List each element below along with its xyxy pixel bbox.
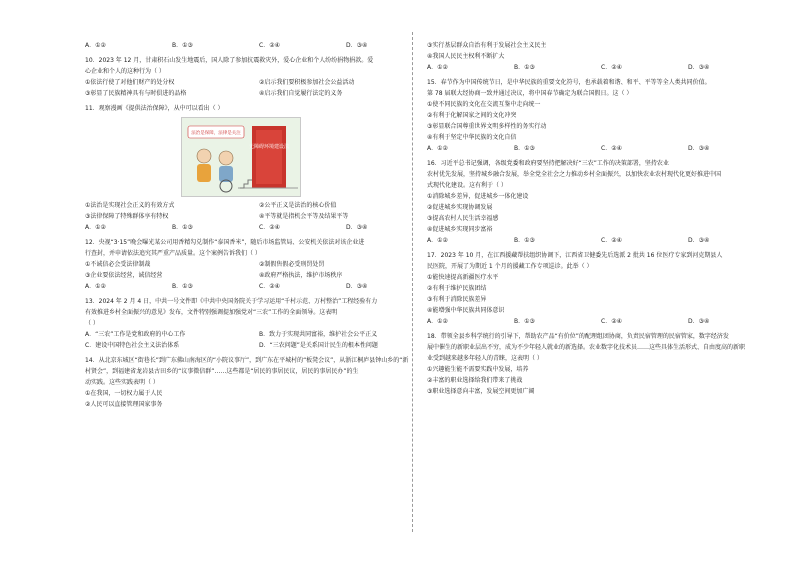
question-stem: 业受到越来越多年轻人的青睐，这表明（ ） bbox=[427, 355, 543, 362]
statement: ③职业选择意向丰富，发展空间更加广阔 bbox=[427, 388, 535, 395]
statement-row bbox=[85, 211, 433, 222]
question-11 bbox=[85, 103, 433, 233]
option-b: B．①③ bbox=[172, 224, 193, 231]
cartoon-illustration bbox=[182, 118, 300, 196]
question-stem: 16．习近平总书记强调，各级党委和政府要坚持把解决好“三农”工作的决策部署，坚持农业 bbox=[427, 160, 669, 167]
question-stem: 13．2024 年 2 月 4 日，中共一号文件即《中共中央国务院关于学习运用“千村示范、万村整治”工程经验有力 bbox=[85, 298, 378, 305]
option-a: A．①② bbox=[85, 224, 106, 231]
option-row bbox=[427, 235, 775, 246]
option-d: D．③④ bbox=[688, 318, 710, 325]
question-stem: 行查封，并申请依法追究其严重产品质量。这个案例告诉我们（ ） bbox=[85, 250, 261, 257]
statement: ①兴趣能生能不需要实践中发展，培养 bbox=[427, 366, 529, 373]
question-stem: 10．2023 年 12 月，甘肃积石山发生地震后，国人除了参加抗震救灾外，爱心企业和个人纷纷捐物捐款。爱 bbox=[85, 57, 374, 64]
option-c: C．②④ bbox=[601, 145, 622, 152]
left-column bbox=[85, 40, 433, 410]
question-stem: 展中催生的新职业层出不穷，成为不少年轻人就业的新选择。农业数字化技术员……这些具体生活形式、自由度高的新职 bbox=[427, 344, 746, 351]
option-c: C．②④ bbox=[259, 224, 280, 231]
option-a: A．①② bbox=[427, 318, 448, 325]
option-b: B．①③ bbox=[172, 283, 193, 290]
statement: ②促进城乡实现协调发展 bbox=[427, 204, 493, 211]
statement: ④有利于坚定中华民族的文化自信 bbox=[427, 134, 517, 141]
option-c: C．②④ bbox=[601, 237, 622, 244]
statement: ③有利于消除民族差异 bbox=[427, 296, 487, 303]
option-d: D．③④ bbox=[688, 237, 710, 244]
question-stem: 14．从北京东城区“街巷长”到广东佛山南海区的“小院议事厅”，到广东在平城村的“板凳会议”，从浙江桐庐县钟山乡的“新 bbox=[85, 357, 409, 364]
question-stem: 民医院，开展了为期近 1 个月的援藏工作专项巡诊。此举（ ） bbox=[427, 263, 593, 270]
option-b: B．①③ bbox=[514, 318, 535, 325]
statement-row bbox=[85, 88, 433, 99]
statement-row bbox=[85, 77, 433, 88]
statement: ①法治是实现社会正义的有效方式 bbox=[85, 202, 175, 209]
option-row bbox=[85, 281, 433, 292]
statement: ④启示我们自觉履行法定的义务 bbox=[259, 90, 343, 97]
statement-row bbox=[85, 259, 433, 270]
cartoon-image bbox=[181, 117, 301, 197]
question-stem: 农村优先发展，坚持城乡融合发展，举全党全社会之力推动乡村全面振兴，以加快农业农村现代化更好推进中国 bbox=[427, 171, 722, 178]
statement: ④政府严格执法，维护市场秩序 bbox=[259, 272, 343, 279]
question-16 bbox=[427, 158, 775, 246]
statement: ③企业要依法经营，诚信经营 bbox=[85, 272, 163, 279]
option-d: D．③④ bbox=[346, 283, 368, 290]
option-b: B．①③ bbox=[514, 64, 535, 71]
option-a: A．①② bbox=[427, 64, 448, 71]
option-d: D．“三农问题”是关系国计民生的根本性问题 bbox=[259, 342, 378, 349]
statement: ③彰显联合国尊重世界文明多样性的务实行动 bbox=[427, 123, 547, 130]
statement: ④平等就是指机会平等及结果平等 bbox=[259, 213, 349, 220]
option-a: A．①② bbox=[85, 42, 106, 49]
statement: ④能增强中华民族共同体意识 bbox=[427, 307, 505, 314]
question-stem: 11．观察漫画《提供法治保障》，从中可以看出（ ） bbox=[85, 105, 224, 112]
option-d: D．③④ bbox=[346, 224, 368, 231]
option-row bbox=[85, 329, 433, 340]
statement: ②启示我们要积极参加社会公益活动 bbox=[259, 79, 355, 86]
question-stem: 15．春节作为中国传统节日，是中华民族的重要文化符号，也承载着和谐、和平、平等等全人类共同价值。 bbox=[427, 79, 711, 86]
statement: ③法律保障了特殊群体享有特权 bbox=[85, 213, 169, 220]
statement: ④促进城乡实现同步富裕 bbox=[427, 226, 493, 233]
option-a: A．①② bbox=[85, 283, 106, 290]
book-title: 无障碍环境建设法 bbox=[248, 144, 290, 150]
option-c: C．②④ bbox=[259, 283, 280, 290]
question-stem: 式现代化建设。这有利于（ ） bbox=[427, 182, 507, 189]
question-14 bbox=[85, 355, 433, 410]
option-row bbox=[85, 222, 433, 233]
option-d: D．③④ bbox=[688, 64, 710, 71]
option-b: B．①③ bbox=[514, 145, 535, 152]
question-stem: 12．央视“3·15”晚会曝光某公司用香精勾兑制作“泰国香米”，随后市场监管局、公安机关依法对该企业进 bbox=[85, 239, 365, 246]
elder-figure-icon bbox=[197, 149, 211, 163]
statement: ①能快速提高新疆医疗水平 bbox=[427, 274, 499, 281]
question-12 bbox=[85, 237, 433, 292]
option-c: C．建设中国特色社会主义法治体系 bbox=[85, 342, 180, 349]
statement: ②公平正义是法治的核心价值 bbox=[259, 202, 337, 209]
question-stem: 第 78 届联大经协商一致并通过决议，将中国春节确定为联合国假日。这（ ） bbox=[427, 90, 633, 97]
option-c: C．②④ bbox=[601, 318, 622, 325]
question-stem: 18．带领全县乡科学统行的引导下，帮助农产品“有价位”的配理组团协商，负责民宿管理的民宿管家，数字经济发 bbox=[427, 333, 729, 340]
statement: ①不诚信必会受法律制裁 bbox=[85, 261, 151, 268]
option-b: B．致力于实现共同富裕，维护社会公平正义 bbox=[259, 331, 378, 338]
option-row bbox=[427, 143, 775, 154]
statement: ②丰富的职业选择给我们带来了挑战 bbox=[427, 377, 523, 384]
option-a: A．①② bbox=[427, 237, 448, 244]
elder-figure-icon bbox=[219, 151, 233, 165]
question-stem: 有效推进乡村全面振兴的意见》发布，文件特别强调提加强党对“三农”工作的全面领导。这表明 bbox=[85, 309, 338, 316]
question-10 bbox=[85, 55, 433, 99]
question-stem: 村贤会”，到福建省龙岩县古田乡的“议事微信群”……这些都是“居民的事居民议，居民的事居民办”的生 bbox=[85, 368, 359, 375]
question-13 bbox=[85, 296, 433, 351]
question-15 bbox=[427, 77, 775, 154]
option-d: D．③④ bbox=[688, 145, 710, 152]
option-row bbox=[85, 40, 433, 51]
option-c: C．②④ bbox=[259, 42, 280, 49]
statement: ②制假售假必受刑罚处罚 bbox=[259, 261, 325, 268]
option-row bbox=[427, 62, 775, 73]
statement: ④我国人民民主权利不断扩大 bbox=[427, 53, 505, 60]
question-14-continued bbox=[427, 40, 775, 73]
option-b: B．①③ bbox=[514, 237, 535, 244]
statement: ②有利于化解国家之间的文化冲突 bbox=[427, 112, 517, 119]
statement: ③提高农村人民生活幸福感 bbox=[427, 215, 499, 222]
option-c: C．②④ bbox=[601, 64, 622, 71]
question-17 bbox=[427, 250, 775, 327]
option-d: D．③④ bbox=[346, 42, 368, 49]
statement-row bbox=[85, 270, 433, 281]
question-stem: 心企业和个人的这种行为（ ） bbox=[85, 68, 165, 75]
statement: ①依法行使了对他们财产的处分权 bbox=[85, 79, 175, 86]
statement: ②有利于维护民族团结 bbox=[427, 285, 487, 292]
question-18 bbox=[427, 331, 775, 397]
statement: ③彰显了民族精神具有与时俱进的品格 bbox=[85, 90, 187, 97]
question-stem: 17．2023 年 10 月，在江西援藏帮扶组织协调下，江西省卫健委先后选派 2 批共 16 位医疗专家到河克期县人 bbox=[427, 252, 723, 259]
question-stem: 动实践。这些实践表明（ ） bbox=[85, 379, 159, 386]
statement: ①在我国，一切权力属于人民 bbox=[85, 390, 163, 397]
option-a: A．①② bbox=[427, 145, 448, 152]
statement: ③实行基层群众自治有利于发展社会主义民主 bbox=[427, 42, 547, 49]
option-a: A．“三农”工作是党和政府的中心工作 bbox=[85, 331, 186, 338]
statement-row bbox=[85, 200, 433, 211]
speech-text: 法治是保障，法律是关注 bbox=[191, 131, 241, 136]
option-row bbox=[85, 340, 433, 351]
question-stem: （ ） bbox=[85, 320, 99, 327]
statement: ①使不同民族的文化在交流互鉴中走向统一 bbox=[427, 101, 541, 108]
option-b: B．①③ bbox=[172, 42, 193, 49]
right-column bbox=[427, 40, 775, 397]
statement: ②人民可以直接管理国家事务 bbox=[85, 401, 163, 408]
statement: ①消除城乡差异，促进城乡一体化建设 bbox=[427, 193, 529, 200]
option-row bbox=[427, 316, 775, 327]
